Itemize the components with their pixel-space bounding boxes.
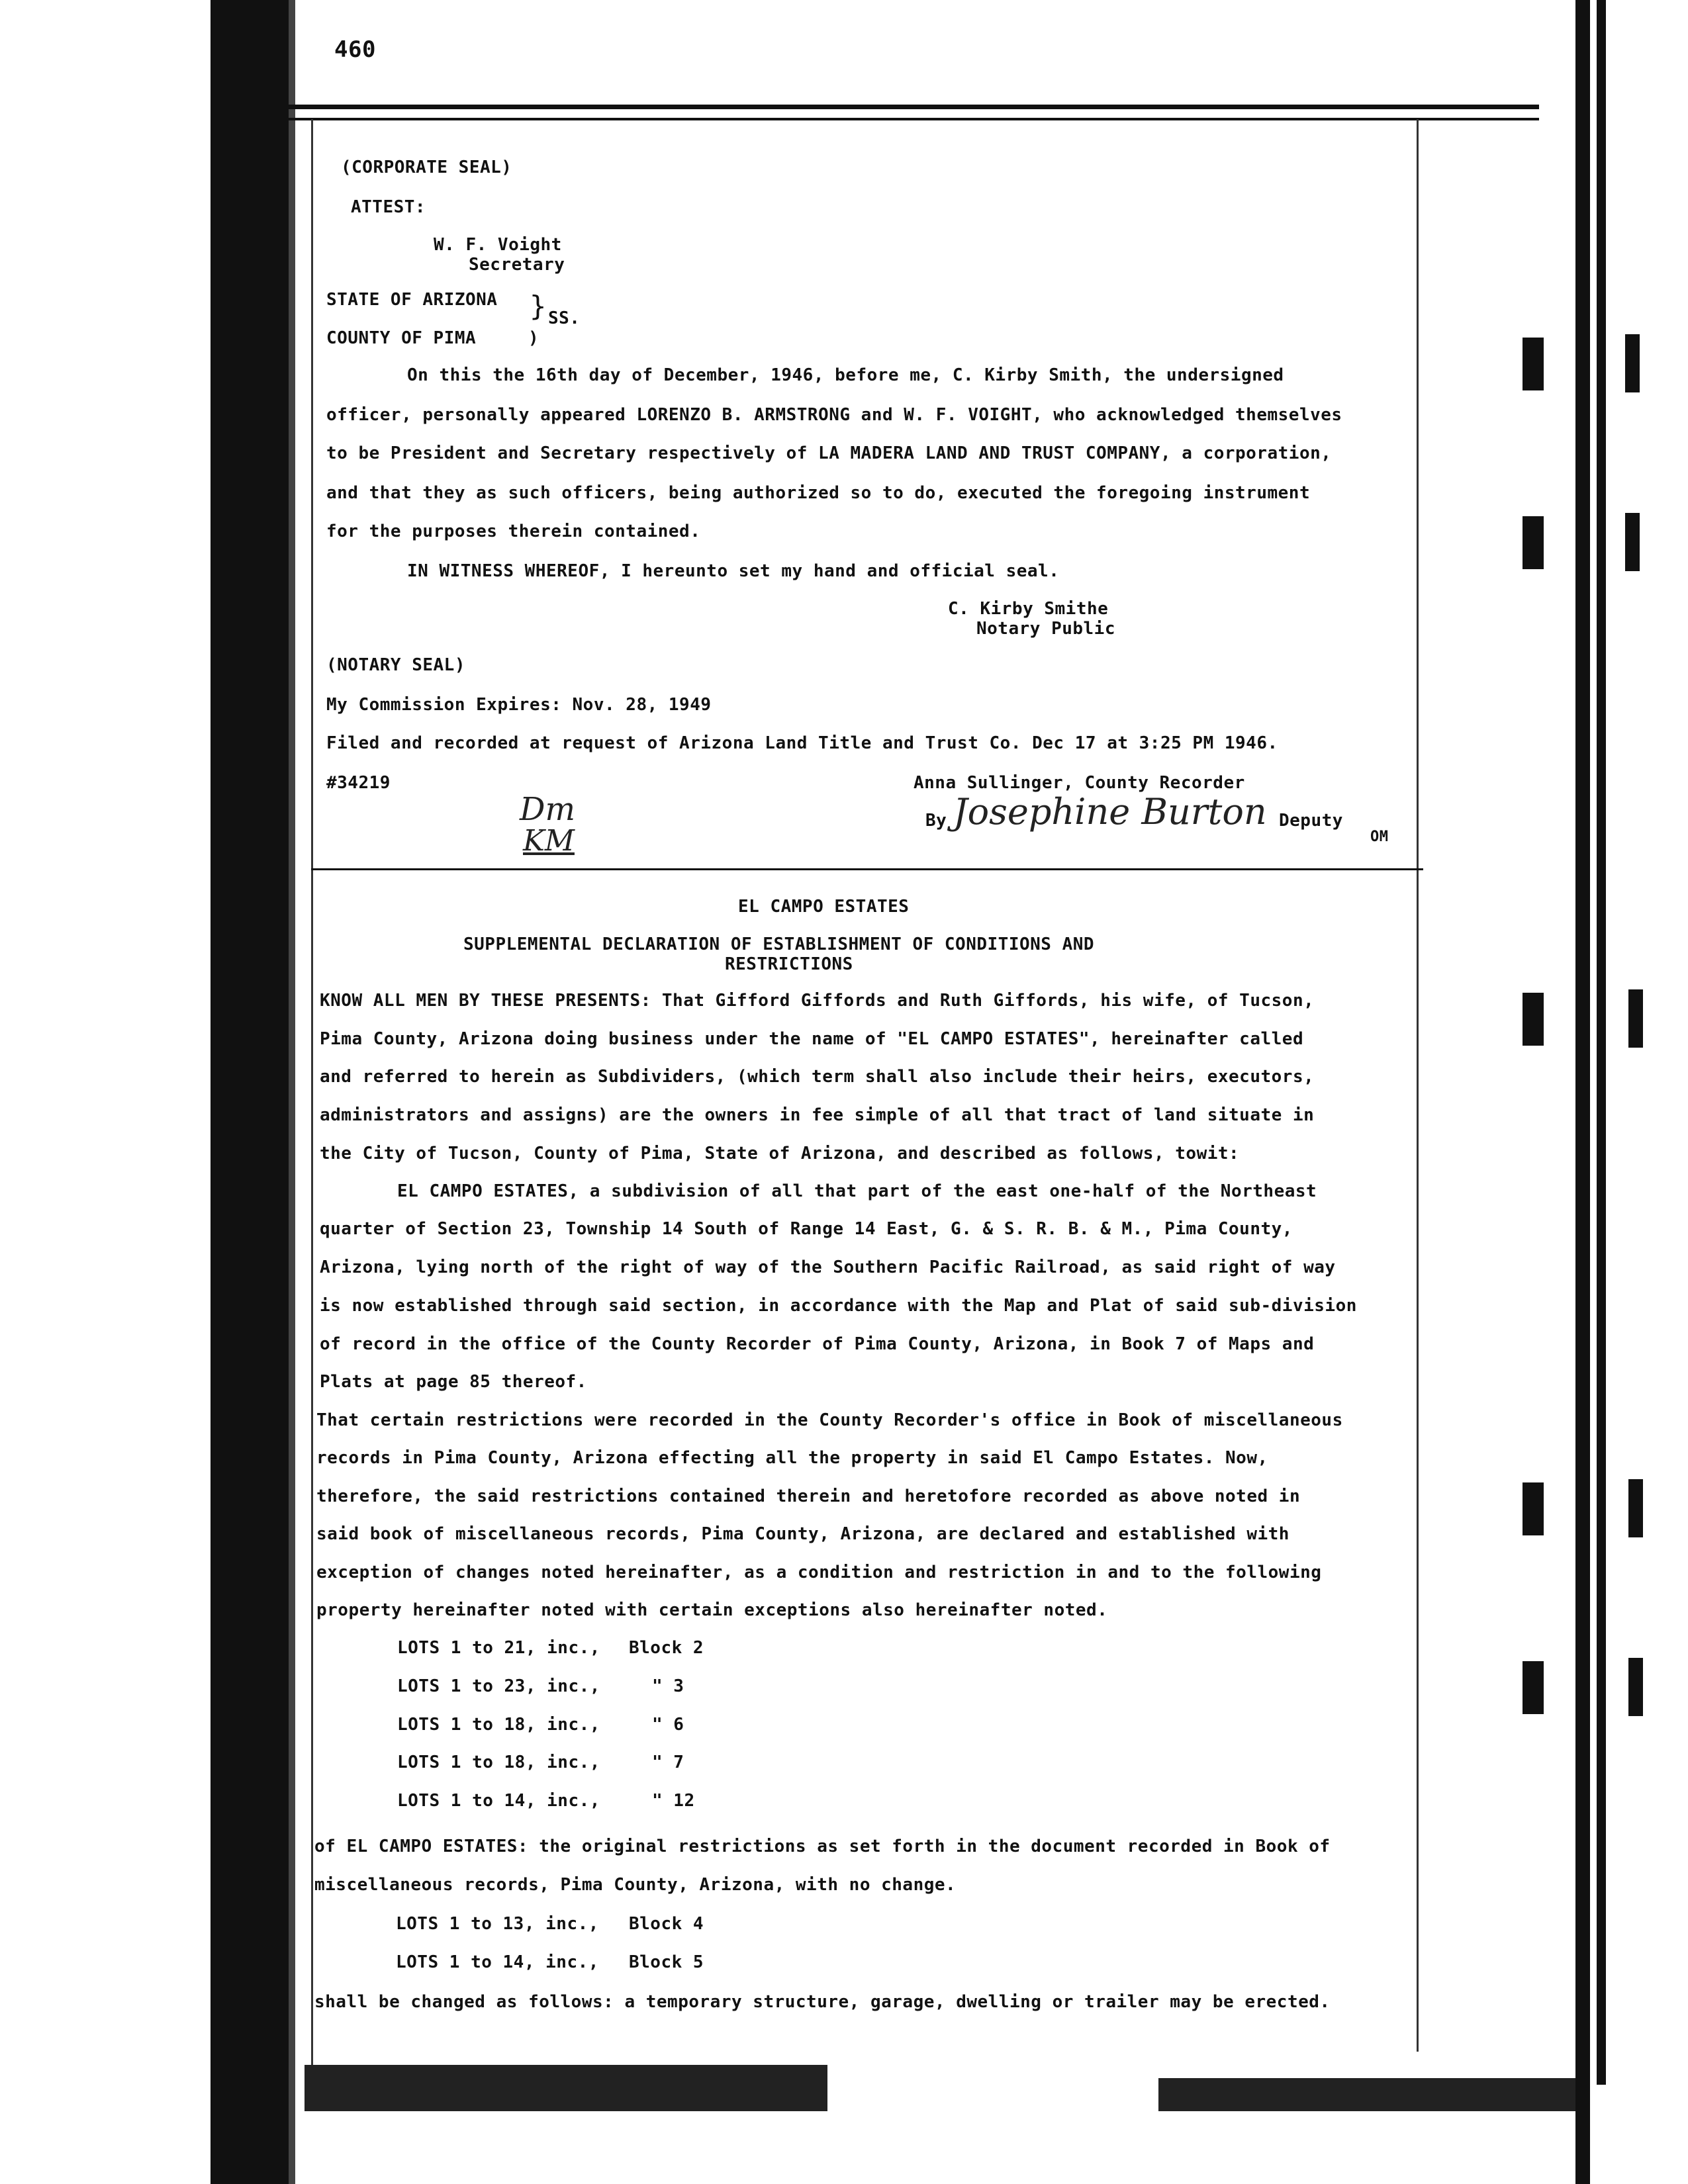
county-brace: ) <box>528 328 539 348</box>
para3-line: records in Pima County, Arizona effecting all the property in said El Campo Estates. Now, <box>316 1448 1268 1468</box>
para4-line: miscellaneous records, Pima County, Arizona, with no change. <box>314 1875 957 1895</box>
para1-line: the City of Tucson, County of Pima, State of Arizona, and described as follows, towit: <box>320 1144 1240 1163</box>
left-scan-border <box>211 0 289 2184</box>
witness-line: IN WITNESS WHEREOF, I hereunto set my hand and official seal. <box>407 561 1060 581</box>
deputy-label: Deputy <box>1279 811 1343 831</box>
county-line: COUNTY OF PIMA <box>326 328 477 348</box>
notary-para-line: for the purposes therein contained. <box>326 522 701 541</box>
binder-hole-mark <box>1628 1658 1643 1716</box>
deputy-signature: Josephine Burton <box>953 791 1267 833</box>
block-entry: " 3 <box>652 1676 684 1696</box>
para2-line: Plats at page 85 thereof. <box>320 1372 587 1392</box>
final-line: shall be changed as follows: a temporary structure, garage, dwelling or trailer may be erected. <box>314 1992 1331 2012</box>
para2-line: is now established through said section, in accordance with the Map and Plat of said sub-division <box>320 1296 1357 1316</box>
notary-para-line: to be President and Secretary respectively of LA MADERA LAND AND TRUST COMPANY, a corporation, <box>326 443 1332 463</box>
para1-line: KNOW ALL MEN BY THESE PRESENTS: That Gifford Giffords and Ruth Giffords, his wife, of Tucson, <box>320 991 1315 1011</box>
block-entry: Block 5 <box>629 1952 704 1972</box>
block-entry: Block 2 <box>629 1638 704 1658</box>
bottom-scan-band-right <box>1158 2078 1575 2111</box>
notary-title: Notary Public <box>976 619 1115 639</box>
declaration-subtitle: SUPPLEMENTAL DECLARATION OF ESTABLISHMENT OF CONDITIONS AND <box>463 934 1095 954</box>
notary-para-line: On this the 16th day of December, 1946, before me, C. Kirby Smith, the undersigned <box>407 365 1284 385</box>
declaration-subtitle: RESTRICTIONS <box>725 954 853 974</box>
lots-entry: LOTS 1 to 14, inc., <box>396 1952 599 1972</box>
binder-hole-mark <box>1523 1661 1544 1714</box>
lots-entry: LOTS 1 to 21, inc., <box>397 1638 600 1658</box>
binder-hole-mark <box>1523 993 1544 1046</box>
bottom-scan-band <box>305 2065 827 2111</box>
left-margin-line <box>311 119 313 2071</box>
lots-entry: LOTS 1 to 13, inc., <box>396 1914 599 1934</box>
state-line: STATE OF ARIZONA <box>326 290 498 310</box>
para3-line: said book of miscellaneous records, Pima County, Arizona, are declared and established with <box>316 1524 1289 1544</box>
top-rule-2 <box>281 118 1539 120</box>
right-scan-border <box>1575 0 1590 2184</box>
document-number: #34219 <box>326 773 391 793</box>
lots-entry: LOTS 1 to 18, inc., <box>397 1715 600 1735</box>
binder-hole-mark <box>1523 338 1544 390</box>
block-entry: " 7 <box>652 1752 684 1772</box>
top-rule <box>281 105 1539 109</box>
binder-hole-mark <box>1523 516 1544 569</box>
initials-mark: KM <box>523 824 575 858</box>
secretary-name: W. F. Voight <box>434 235 562 255</box>
block-entry: " 6 <box>652 1715 684 1735</box>
attest-label: ATTEST: <box>351 197 426 217</box>
binder-hole-mark <box>1628 989 1643 1048</box>
corporate-seal-label: (CORPORATE SEAL) <box>341 158 512 177</box>
para3-line: That certain restrictions were recorded in the County Recorder's office in Book of miscellaneous <box>316 1410 1343 1430</box>
ss-label: SS. <box>548 308 581 328</box>
declaration-title: EL CAMPO ESTATES <box>738 897 910 917</box>
brace: } <box>530 290 547 322</box>
para2-line: Arizona, lying north of the right of way of the Southern Pacific Railroad, as said right of way <box>320 1257 1336 1277</box>
right-scan-border-2 <box>1597 0 1606 2085</box>
para1-line: Pima County, Arizona doing business under the name of "EL CAMPO ESTATES", hereinafter called <box>320 1029 1304 1049</box>
binder-hole-mark <box>1628 1479 1643 1537</box>
lots-entry: LOTS 1 to 18, inc., <box>397 1752 600 1772</box>
para3-line: therefore, the said restrictions contained therein and heretofore recorded as above noted in <box>316 1486 1301 1506</box>
para2-line: of record in the office of the County Recorder of Pima County, Arizona, in Book 7 of Maps and <box>320 1334 1315 1354</box>
filed-line: Filed and recorded at request of Arizona Land Title and Trust Co. Dec 17 at 3:25 PM 1946. <box>326 733 1278 753</box>
para3-line: exception of changes noted hereinafter, as a condition and restriction in and to the following <box>316 1563 1322 1582</box>
block-entry: " 12 <box>652 1791 695 1811</box>
lots-entry: LOTS 1 to 23, inc., <box>397 1676 600 1696</box>
right-margin-line <box>1417 119 1419 2052</box>
para2-line: quarter of Section 23, Township 14 South of Range 14 East, G. & S. R. B. & M., Pima County, <box>320 1219 1293 1239</box>
notary-seal-label: (NOTARY SEAL) <box>326 655 465 675</box>
corner-mark: OM <box>1370 829 1389 845</box>
initials-mark: Dm <box>520 791 575 828</box>
binder-hole-mark <box>1625 334 1640 392</box>
binder-hole-mark <box>1625 513 1640 571</box>
para3-line: property hereinafter noted with certain exceptions also hereinafter noted. <box>316 1600 1108 1620</box>
commission-line: My Commission Expires: Nov. 28, 1949 <box>326 695 712 715</box>
para2-line: EL CAMPO ESTATES, a subdivision of all that part of the east one-half of the Northeast <box>397 1181 1317 1201</box>
secretary-title: Secretary <box>469 255 565 275</box>
para4-line: of EL CAMPO ESTATES: the original restrictions as set forth in the document recorded in Book of <box>314 1837 1331 1856</box>
lots-entry: LOTS 1 to 14, inc., <box>397 1791 600 1811</box>
notary-name: C. Kirby Smithe <box>948 599 1109 619</box>
notary-para-line: officer, personally appeared LORENZO B. ARMSTRONG and W. F. VOIGHT, who acknowledged themselves <box>326 405 1342 425</box>
by-label: By <box>925 811 947 831</box>
para1-line: and referred to herein as Subdividers, (which term shall also include their heirs, executors, <box>320 1067 1315 1087</box>
page-number: 460 <box>334 36 376 63</box>
binder-hole-mark <box>1523 1482 1544 1535</box>
left-scan-border-edge <box>289 0 295 2184</box>
notary-para-line: and that they as such officers, being authorized so to do, executed the foregoing instrument <box>326 483 1311 503</box>
county-recorder: Anna Sullinger, County Recorder <box>914 773 1245 793</box>
para1-line: administrators and assigns) are the owners in fee simple of all that tract of land situate in <box>320 1105 1315 1125</box>
section-divider-line <box>311 868 1423 870</box>
block-entry: Block 4 <box>629 1914 704 1934</box>
